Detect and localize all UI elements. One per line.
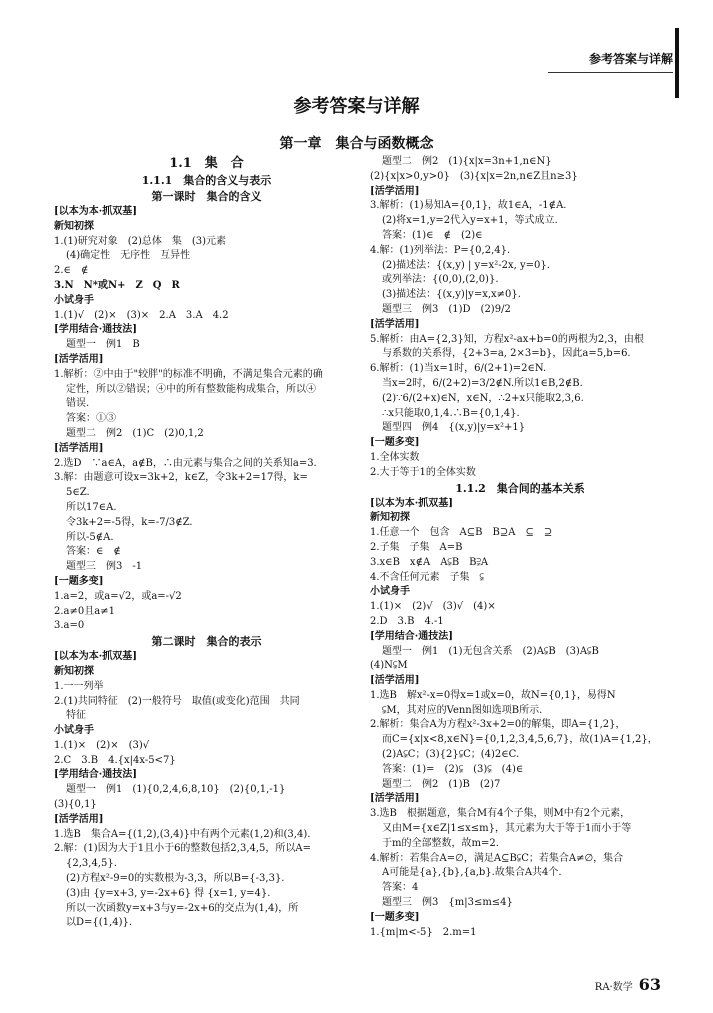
text-line: A可能是{a},{b},{a,b}.故集合A共4个. (382, 867, 562, 879)
text-line: 2.C 3.B 4.{x|4x-5<7} (54, 754, 176, 766)
text-line: 3.x∈B x∉A A⫋B B⫌A (370, 556, 489, 568)
text-line: 题型一 例1 B (66, 339, 140, 351)
text-line: 与系数的关系得，{2+3=a, 2×3=b}，因此a=5,b=6. (382, 348, 631, 360)
page-title: 参考答案与详解 (293, 96, 420, 117)
text-line: 1.(1)研究对象 (2)总体 集 (3)元素 (54, 235, 227, 247)
right-column (370, 155, 670, 940)
text-line: (4)确定性 无序性 互异性 (66, 250, 191, 262)
text-line: 1.选B 集合A={(1,2),(3,4)}中有两个元素(1,2)和(3,4). (54, 828, 311, 840)
text-line: 1.1.2 集合间的基本关系 (455, 481, 585, 495)
text-line: 定性，所以②错误；④中的所有整数能构成集合，所以④ (66, 383, 316, 395)
text-line: 小试身手 (54, 725, 94, 737)
left-column (54, 155, 359, 931)
text-line: (2)方程x²-9=0的实数根为-3,3，所以B={-3,3}. (66, 873, 285, 885)
text-line: 题型三 例3 {m|3≤m≤4} (382, 897, 513, 909)
text-line: 2.大于等于1的全体实数 (370, 466, 476, 478)
text-line: 1.一一列举 (54, 680, 104, 692)
text-line: 2.D 3.B 4.-1 (370, 615, 444, 627)
text-line: 题型一 例1 (1)无包含关系 (2)A⫋B (3)A⫋B (382, 645, 599, 657)
text-line: 2.选D ∵a∈A，a∉B，∴由元素与集合之间的关系知a=3. (54, 457, 317, 469)
text-line: 第二课时 集合的表示 (151, 635, 262, 649)
text-line: 2.解析：集合A为方程x²-3x+2=0的解集，即A={1,2}， (370, 719, 626, 731)
text-line: 5.解析：由A={2,3}知，方程x²-ax+b=0的两根为2,3，由根 (370, 333, 644, 345)
text-line: 1.全体实数 (370, 451, 420, 463)
text-line: (3)描述法：{(x,y)|y=x,x≠0}. (382, 289, 521, 301)
text-line: 所以17∈A. (66, 501, 117, 513)
text-line: (3){0,1} (54, 799, 97, 811)
text-line: [活学活用] (370, 318, 420, 330)
text-line: 5∈Z. (66, 487, 90, 499)
text-line: 3.解：由题意可设x=3k+2，k∈Z，令3k+2=17得，k= (54, 472, 308, 484)
text-line: [一题多变] (54, 575, 104, 587)
text-line: 4.解：(1)列举法：P={0,2,4}. (370, 244, 511, 256)
text-line: 2.(1)共同特征 (2)一般符号 取值(或变化)范围 共同 (54, 695, 300, 707)
text-line: 1.a=2，或a=√2，或a=-√2 (54, 590, 182, 602)
text-line: [活学活用] (370, 793, 420, 805)
page-number: 63 (638, 975, 661, 994)
text-line: 特征 (66, 710, 86, 722)
text-line: [学用结合·通技法] (370, 630, 453, 642)
text-line: 而C={x|x<8,x∈N}={0,1,2,3,4,5,6,7}，故(1)A={1,2}， (382, 734, 658, 746)
text-line: 又由M={x∈Z|1≤x≤m}，其元素为大于等于1而小于等 (382, 823, 632, 835)
text-line: (2){x|x>0,y>0} (3){x|x=2n,n∈Z且n≥3} (370, 170, 578, 182)
text-line: 以D={(1,4)}. (66, 917, 133, 929)
text-line: 3.选B 根据题意，集合M有4个子集，则M中有2个元素， (370, 808, 631, 820)
text-line: 或列举法：{(0,0),(2,0)}. (382, 274, 499, 286)
text-line: 答案：∈ ∉ (66, 546, 121, 558)
text-line: 当x=2时，6/(2+2)=3/2∉N.所以1∈B,2∉B. (382, 377, 583, 389)
text-line: 2.子集 子集 A=B (370, 541, 463, 553)
text-line: 令3k+2=-5得，k=-7/3∉Z. (66, 516, 193, 528)
text-line: 1.解析：②中由于"较胖"的标准不明确，不满足集合元素的确 (54, 368, 323, 380)
text-line: 新知初探 (54, 220, 94, 232)
text-line: [一题多变] (370, 437, 420, 449)
text-line: 2.解：(1)因为大于1且小于6的整数包括2,3,4,5，所以A= (54, 843, 312, 855)
text-line: 1.(1)√ (2)× (3)× 2.A 3.A 4.2 (54, 309, 229, 321)
text-line: 2.∈ ∉ (54, 265, 89, 277)
text-line: 1.{m|m<-5} 2.m=1 (370, 926, 477, 938)
text-line: 所以-5∉A. (66, 531, 114, 543)
text-line: (2)A⫋C；(3){2}⫋C；(4)2∈C. (382, 749, 520, 761)
text-line: 1.任意一个 包含 A⊆B B⊇A ⊆ ⊇ (370, 527, 553, 539)
text-line: 1.(1)× (2)× (3)√ (54, 739, 150, 751)
text-line: 4.不含任何元素 子集 ⫋ (370, 571, 484, 583)
text-line: 题型三 例3 (1)D (2)9/2 (382, 303, 511, 315)
text-line: 题型三 例3 -1 (66, 561, 143, 573)
text-line: [活学活用] (370, 675, 420, 687)
text-line: [活学活用] (54, 353, 104, 365)
text-line: [一题多变] (370, 911, 420, 923)
text-line: [学用结合·通技法] (54, 324, 137, 336)
text-line: (2)∵6/(2+x)∈N，x∈N，∴2+x只能取2,3,6. (382, 392, 584, 404)
text-line: (3)由 {y=x+3, y=-2x+6} 得 {x=1, y=4}. (66, 887, 271, 899)
text-line: 答案：(1)= (2)⫋ (3)⫋ (4)∈ (382, 763, 524, 775)
text-line: ∴x只能取0,1,4.∴B={0,1,4}. (382, 407, 520, 419)
text-line: {2,3,4,5}. (66, 858, 117, 870)
text-line: 题型二 例2 (1)C (2)0,1,2 (66, 427, 204, 439)
header-bar (675, 28, 679, 98)
text-line: (4)N⫋M (370, 660, 408, 672)
text-line: 第一课时 集合的含义 (151, 190, 262, 203)
text-line: [以本为本·抓双基] (370, 497, 453, 509)
text-line: 小试身手 (54, 294, 94, 306)
text-line: 于m的全部整数，故m=2. (382, 837, 499, 849)
text-line: 题型二 例2 (1){x|x=3n+1,n∈N} (382, 156, 552, 167)
text-line: 小试身手 (370, 586, 410, 598)
text-line: [以本为本·抓双基] (54, 651, 137, 663)
text-line: (2)描述法：{(x,y) | y=x²-2x, y=0}. (382, 259, 550, 271)
header-rule (548, 72, 673, 73)
text-line: 1.1.1 集合的含义与表示 (141, 174, 272, 187)
text-line: [学用结合·通技法] (54, 769, 137, 781)
page-footer (595, 975, 661, 994)
text-line: 4.解析：若集合A=∅，满足A⊆B⫋C；若集合A≠∅，集合 (370, 852, 624, 864)
text-line: 答案：4 (382, 882, 419, 894)
text-line: [活学活用] (54, 442, 104, 454)
text-line: 题型一 例1 (1){0,2,4,6,8,10} (2){0,1,-1} (66, 784, 286, 796)
text-line: 答案：(1)∈ ∉ (2)∈ (382, 229, 483, 241)
text-line: 1.1 集 合 (169, 156, 244, 171)
text-line: [活学活用] (54, 813, 104, 825)
text-line: 3.a=0 (54, 620, 85, 632)
text-line: 题型二 例2 (1)B (2)7 (382, 778, 501, 790)
text-line: (2)将x=1,y=2代入y=x+1，等式成立. (382, 215, 558, 227)
chapter-title: 第一章 集合与函数概念 (279, 136, 434, 152)
text-line: [活学活用] (370, 185, 420, 197)
text-line: 1.选B 解x²-x=0得x=1或x=0，故N={0,1}，易得N (370, 689, 616, 701)
text-line: 1.(1)× (2)√ (3)√ (4)× (370, 601, 496, 613)
text-line: [以本为本·抓双基] (54, 206, 137, 217)
footer-label: RA·数学 (594, 982, 633, 993)
text-line: 新知初探 (370, 512, 410, 524)
text-line: 新知初探 (54, 665, 94, 677)
text-line: 6.解析：(1)当x=1时，6/(2+1)=2∈N. (370, 363, 547, 375)
text-line: 3.解析：(1)易知A={0,1}，故1∈A，-1∉A. (370, 200, 567, 212)
text-line: 题型四 例4 {(x,y)|y=x²+1} (382, 422, 526, 434)
text-line: 3.N N*或N+ Z Q R (54, 279, 180, 291)
text-line: 答案：①③ (66, 413, 116, 425)
text-line: 错误. (66, 398, 90, 410)
text-line: 2.a≠0且a≠1 (54, 605, 115, 617)
text-line: 所以一次函数y=x+3与y=-2x+6的交点为(1,4)，所 (66, 902, 299, 914)
running-title: 参考答案与详解 (588, 52, 673, 66)
text-line: ⫋M，其对应的Venn图如选项B所示. (382, 704, 543, 716)
